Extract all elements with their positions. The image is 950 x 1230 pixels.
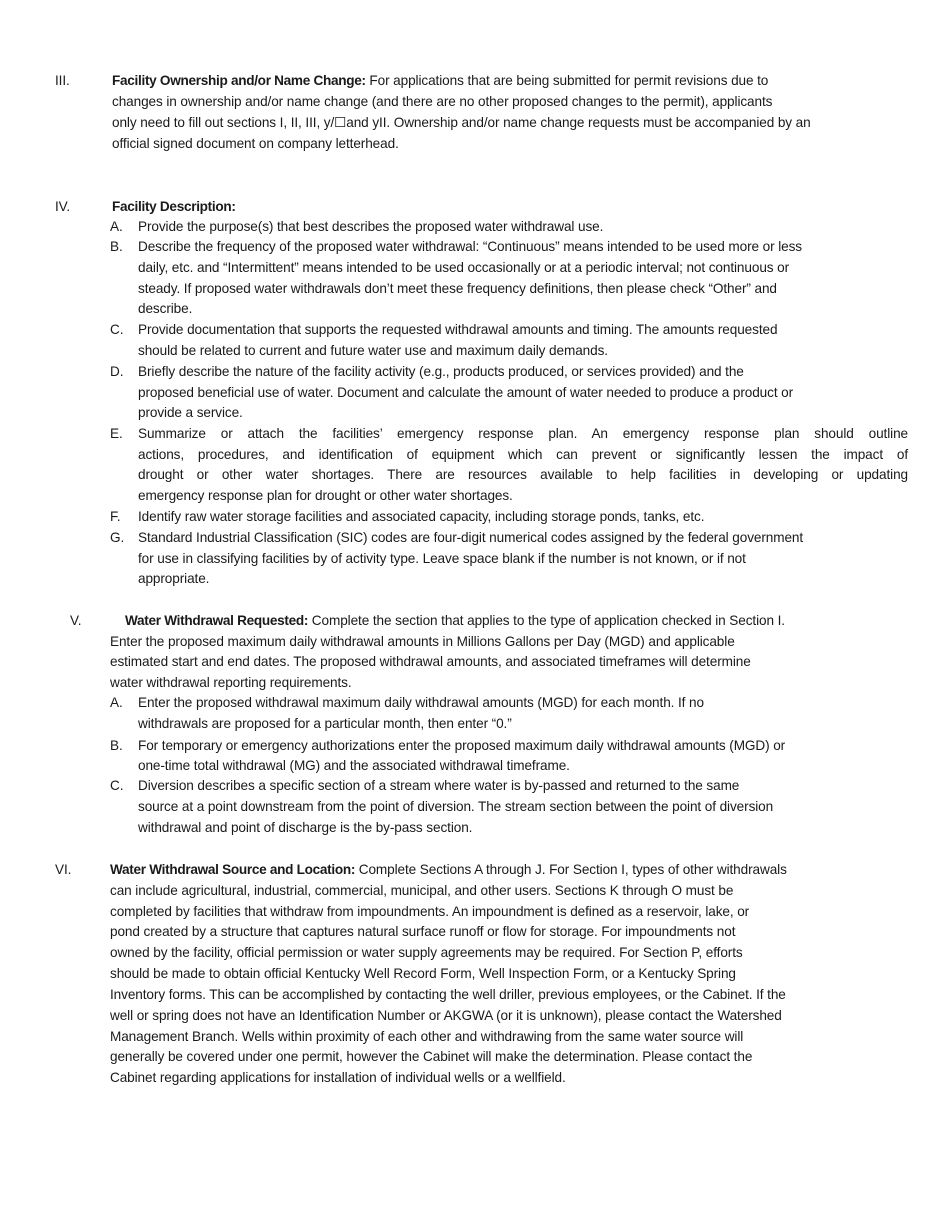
section-vi-heading: Water Withdrawal Source and Location: — [110, 862, 356, 877]
section-iv-item-letter: F. — [110, 509, 121, 524]
section-v-item-letter: B. — [110, 738, 123, 753]
section-iii-numeral: III. — [55, 73, 70, 88]
section-v-line-1: Water Withdrawal Requested: Complete the section that applies to the type of application checked in Section I. — [125, 613, 785, 628]
section-iv-item-letter: B. — [110, 239, 123, 254]
section-iv-item-letter: A. — [110, 219, 123, 234]
section-iv-heading: Facility Description: — [112, 199, 236, 214]
section-iv-item-letter: G. — [110, 530, 125, 545]
section-iii-line-4: official signed document on company letterhead. — [112, 136, 399, 151]
section-vi-line-1: Water Withdrawal Source and Location: Complete Sections A through J. For Section I, types of other withdrawals — [110, 862, 787, 877]
section-iii-heading: Facility Ownership and/or Name Change: — [112, 73, 366, 88]
section-v-numeral: V. — [70, 613, 82, 628]
section-iii-line-3: only need to fill out sections I, II, III, у/☐and уII. Ownership and/or name change requests must be accompanied by an — [112, 115, 811, 130]
section-v-item-letter: C. — [110, 778, 124, 793]
section-v-heading: Water Withdrawal Requested: — [125, 613, 309, 628]
section-iv-item-letter: D. — [110, 364, 124, 379]
section-iv-item-letter: E. — [110, 426, 123, 441]
section-iii-line-2: changes in ownership and/or name change (and there are no other proposed changes to the permit), applicants — [112, 94, 773, 109]
section-iv-numeral: IV. — [55, 199, 71, 214]
section-iii-line-1: Facility Ownership and/or Name Change: For applications that are being submitted for permit revisions due to — [112, 73, 769, 88]
section-v-item-letter: A. — [110, 695, 123, 710]
section-vi-numeral: VI. — [55, 862, 72, 877]
section-iv-item-letter: C. — [110, 322, 124, 337]
